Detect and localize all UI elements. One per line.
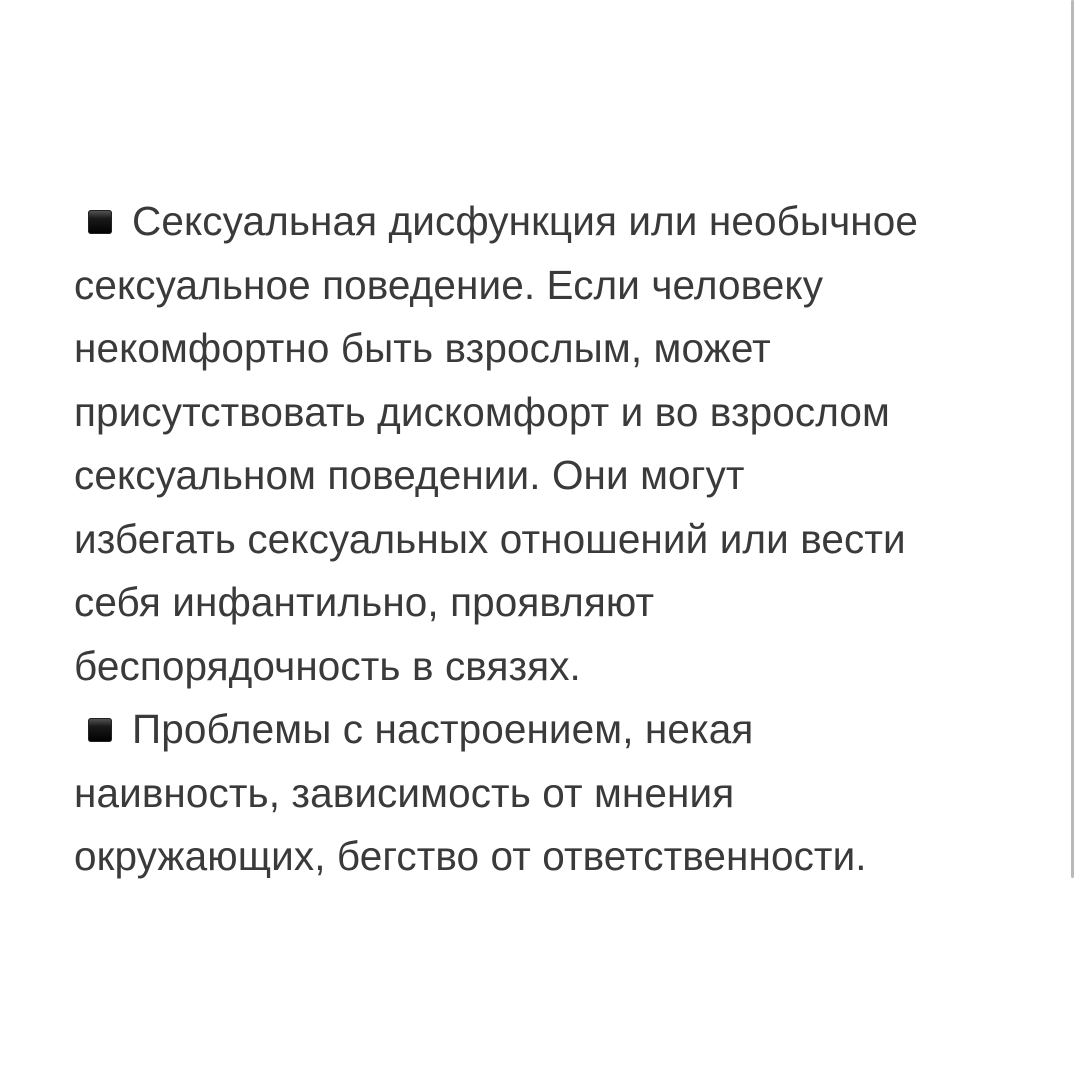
text-line: некомфортно быть взрослым, может — [74, 325, 771, 371]
text-line: наивность, зависимость от мнения — [74, 769, 735, 816]
scrollbar[interactable] — [1071, 0, 1074, 878]
text-line-content: Проблемы с настроением, некая — [132, 706, 754, 752]
text-line: присутствовать дискомфорт и во взрослом — [74, 388, 890, 435]
bullet-paragraph-2 — [74, 698, 1034, 889]
text-line — [74, 698, 1034, 762]
text-line: сексуальное поведение. Если человеку — [74, 261, 824, 308]
text-line: беспорядочность в связях. — [74, 642, 581, 689]
text-line: себя инфантильно, проявляют — [74, 579, 655, 625]
text-line: сексуальном поведении. Они могут — [74, 452, 745, 498]
text-line: окружающих, бегство от ответственности. — [74, 833, 867, 879]
black-small-square-icon — [88, 210, 112, 234]
text-line — [74, 190, 1034, 254]
black-small-square-icon — [88, 718, 112, 742]
body-text — [74, 190, 1034, 889]
text-line-content: Сексуальная дисфункция или необычное — [132, 198, 918, 244]
text-line: избегать сексуальных отношений или вести — [74, 515, 906, 562]
bullet-paragraph-1 — [74, 190, 1034, 698]
